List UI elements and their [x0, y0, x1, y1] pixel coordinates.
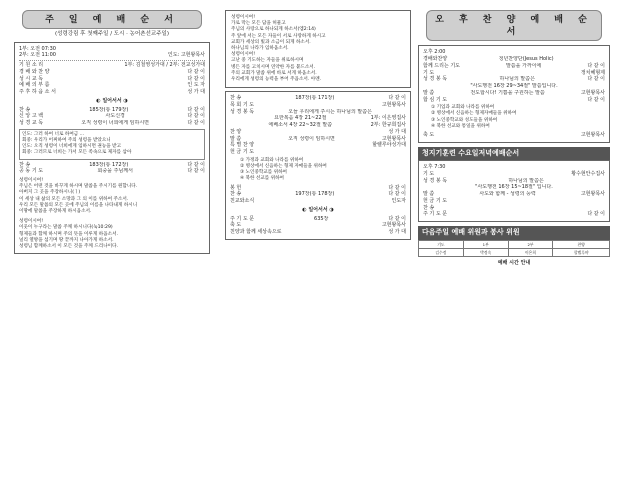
text-line: ② 병상에서 신음하는 형제 자매들을 위하여: [240, 164, 327, 169]
text-line: 인도: 그러 하여 너로 하여금 ...: [22, 131, 85, 137]
text-line: ④ 북한 선교를 위하여: [240, 176, 285, 182]
order-row: "사도행전 16장 15~18절" 입니다.: [475, 184, 553, 191]
order-row: "사도행전 16장 29~34절" 말씀입니다.: [470, 83, 558, 90]
text-line: 성령이시여!: [231, 52, 256, 58]
text-line: ② 병상에서 신음하는 형제자매들을 위하여: [431, 111, 517, 117]
intercession-list: [240, 158, 396, 183]
standing-marker: ◐ 일어서서 ◑: [96, 97, 128, 104]
text-line: 회중: 우리가 어찌하여 주의 성령을 받았으니: [22, 138, 111, 143]
text-line: 인도: 오직 성령이 너희에게 임하시면 권능을 받고: [22, 144, 122, 150]
text-line: 병든 자를 고치시며 연약한 자를 붙드소서.: [231, 64, 316, 70]
table-row: 기도 1부 2부 찬양: [419, 240, 610, 248]
order-row: 말 씀 전도합시다! 기쁨을 구원하는 말씀 고현왕목사: [423, 89, 605, 96]
wednesday-order-box: 오후 7:30 기 도 황수현안수집사 성 경 봉 독 하나님의 말씀은 "사도행전 16장 15~18절" 입니다. 말 씀 사도와 함께 - 성령의 능력 고현왕목사 헌 금 기 도 찬 송 주 기 도 문 다 같 이: [418, 160, 610, 222]
order-row: 요한복음 4장 21~22절 1부: 이은영집사: [274, 115, 406, 122]
text-line: 형제들과 함께 하시며 주의 뜻을 이루게 하옵소서.: [19, 231, 118, 237]
order-row: 찬 송 185장(통 179장) 다 같 이: [19, 106, 205, 113]
text-line: ① 기업과 교회와 나라를 위하여: [431, 105, 495, 111]
order-row: 신 앙 고 백 사도신경 다 같 이: [19, 113, 205, 120]
middle-order-box: 찬 송 187장(통 171장) 다 같 이 목 회 기 도 고현왕목사 성 경 봉 독 오늘 우리에게 주시는 하나님의 말씀은 요한복음 4장 21~22절 1부: 이은영집사 에베소서 4장 22~32절 말씀 2부: 한규희집사 찬 양 성 가 대 말 씀 오직 성령이 임하시면 고현왕목사 특 별 찬 양 할렐루야성가대 헌 금 기 도 ① 가정과 교회와 나라를 위하여 ② 병상에서 신음하는 형제 자매들을 위하여 ③ 노인중학교를 위하여 ④ 북한 선교를 위하여 봉 헌 다 같 이 찬 송 197장(통 178장) 다 같 이 친교와소식 인도자 ◐ 일어서서 ◑ 주 기 도 문 635장 다 같 이 축 도 고현왕목사 친양과 함께 세상속으로 성 가 대: [225, 91, 411, 240]
next-week-title: 다음주일 예배 위원과 봉사 위원: [418, 226, 610, 239]
order-row: 헌 금 기 도: [423, 197, 448, 204]
order-row: 주 후 하 옵 소 서 성 가 대: [19, 89, 205, 96]
order-row: 목 회 기 도 고현왕목사: [230, 101, 406, 108]
order-row: 봉 헌 다 같 이: [230, 184, 406, 191]
text-line: 성령이시여!: [19, 219, 44, 225]
sunday-order-box: 1부: 오전 07:30 2부: 오전 11:00 인도: 고현왕목사 기 원 소 리 1부: 김철영성가대 / 2부: 전교성가대 경 배 와 찬 양 다 같 이 성 시 교 독 다 같 이 예 배 의 부 름 인 도 자 주 후 하 옵 소 서 성 가 대 ◐ 일어서서 ◑ 찬 송 185장(통 179장) 다 같 이 신 앙 고 백 사도신경 다 같 이 성 경 교 독 오직 성령이 너희에게 임하시면 다 같 이 인도: 그러 하여 너로 하여금 ... 회중: 우리가 어찌하여 주의 성령을 받았으니 인도: 오직 성령이 너희에게 임하시면 권능을 받고 회중: 그러므로 너희는 가서 모든 족속으로 제자를 삼아 찬 송 183장(통 172장) 다 같 이 공 동 기 도 회중을 주님께서 다 같 이 성령이시여! 주님은 어떤 것을 바꾸게 하시며 말씀을 주시기를 원합니다. 아버지 그 곳을 주장하시니(ㅣ) 이 세상 내 삶의 모든 소망과 그 의 이를 위하여 주소서. 우리 모든 말씀의 모든 곳에 주님의 이름을 나타내게 하시니 이땅에 말씀을 주장하게 하시옵소서. 성령이시여! 이웃이 누구라는 말씀 주께 하시니다(눅10:29) 형제들과 함께 하시며 주의 뜻을 이루게 하옵소서. 널리 열방을 섬기며 땅 끝까지 나아가게 하소서. 성령님 함께하소서 이 모든 것을 주께 드리나이다.: [14, 42, 210, 255]
order-row: 특 별 찬 양 할렐루야성가대: [230, 142, 406, 149]
text-line: ③ 노인중학교와 성도들을 위하여: [431, 117, 498, 123]
sunday-subtitle: (성령강림 후 첫째주일 / 도시 · 농어촌선교주일): [54, 31, 170, 38]
service-rows: [19, 62, 205, 96]
text-line: 널리 열방을 섬기며 땅 끝까지 나아가게 하소서.: [19, 237, 114, 243]
text-line: 이웃이 누구라는 말씀 주께 하시니다(눅10:29): [19, 225, 113, 231]
text-line: ③ 노인중학교를 위하여: [240, 170, 287, 176]
left-column: [14, 10, 210, 254]
text-line: 가로 막는 모든 담을 허물고: [231, 21, 286, 27]
order-row: 찬 양 성 가 대: [230, 128, 406, 135]
order-row: 말 씀 오직 성령이 임하시면 고현왕목사: [230, 135, 406, 142]
text-line: 성령님 함께하소서 이 모든 것을 주께 드리나이다.: [19, 243, 118, 249]
right-column: [418, 10, 610, 269]
text-line: ④ 북한 선교와 통일을 위하여: [431, 123, 490, 129]
text-line: 회중: 그러므로 너희는 가서 모든 족속으로 제자를 삼아: [22, 150, 132, 156]
prayer-text: 성령이시여! 주님은 어떤 것을 바꾸게 하시며 말씀을 주시기를 원합니다. 아버지 그 곳을 주장하시니(ㅣ) 이 세상 내 삶의 모든 소망과 그 의 이를 위하여 주소서. 우리 모든 말씀의 모든 곳에 주님의 이름을 나타내게 하시니 이땅에 말씀을 주장하게 하시옵소서. 성령이시여! 이웃이 누구라는 말씀 주께 하시니다(눅10:29) 형제들과 함께 하시며 주의 뜻을 이루게 하옵소서. 널리 열방을 섬기며 땅 끝까지 나아가게 하소서. 성령님 함께하소서 이 모든 것을 주께 드리나이다.: [19, 178, 205, 250]
text-line: 주님은 어떤 것을 바꾸게 하시며 말씀을 주시기를 원합니다.: [19, 184, 138, 190]
order-row: 찬 송: [423, 204, 435, 211]
order-row: 기 원 소 리 1부: 김철영성가대 / 2부: 전교성가대: [19, 62, 205, 69]
volunteer-table: [418, 240, 610, 257]
order-row: 기 도 정치혜형제: [423, 69, 605, 76]
text-line: 교회가 세상의 빛과 소금이 되게 하소서.: [231, 39, 311, 45]
order-row: 경 배 와 찬 양 다 같 이: [19, 68, 205, 75]
order-row: 성 시 교 독 다 같 이: [19, 75, 205, 82]
text-line: 주의 교회가 말씀 위에 바로 서게 하옵소서.: [231, 70, 317, 76]
text-line: 주님의 사랑으로 하나되게 하소서(엡2:14): [231, 27, 316, 33]
responsive-reading: [19, 129, 205, 160]
text-line: 고난 중 기도하는 자들을 위로하시며: [231, 58, 304, 64]
text-line: 이 세상 내 삶의 모든 소망과 그 의 이를 위하여 주소서.: [19, 196, 129, 202]
text-line: 우리에게 성령의 능력을 부어 주옵소서. 아멘.: [231, 76, 322, 82]
order-row: 친양과 함께 세상속으로 성 가 대: [230, 229, 406, 236]
order-row: 함께 드리는 기도 말씀을 가까이에 다 같 이: [423, 62, 605, 69]
text-line: ① 가정과 교회와 나라를 위하여: [240, 157, 304, 163]
prayer-box: 성령이시여! 가로 막는 모든 담을 허물고 주님의 사랑으로 하나되게 하소서(엡2:14) 주 앞에 서는 모든 자들이 서로 사랑하게 하시고 교회가 세상의 빛과 소금이 되게 하소서. 하나님의 나라가 임하옵소서. 성령이시여! 고난 중 기도하는 자들을 위로하시며 병든 자를 고치시며 연약한 자를 붙드소서. 주의 교회가 말씀 위에 바로 서게 하옵소서. 우리에게 성령의 능력을 부어 주옵소서. 아멘.: [225, 10, 411, 88]
order-row: 성 경 봉 독 하나님의 말씀은 다 같 이: [423, 76, 605, 83]
order-row: 경배와찬양 청년찬양단(Jesus Holic): [423, 56, 554, 63]
table-row: 김수정 박정숙 이은희 할렐루야: [419, 248, 610, 256]
order-row: 헌 금 기 도: [230, 149, 255, 156]
order-row: 예 배 의 부 름 인 도 자: [19, 82, 205, 89]
order-row: 찬 송 197장(통 178장) 다 같 이: [230, 191, 406, 198]
order-row: 에베소서 4장 22~32절 말씀 2부: 한규희집사: [268, 122, 406, 129]
order-row: 성 경 봉 독 하나님의 말씀은: [423, 177, 544, 184]
order-row: 성 경 봉 독 오늘 우리에게 주시는 하나님의 말씀은: [230, 108, 372, 115]
afternoon-title: 오 후 찬 양 예 배 순 서: [426, 10, 602, 41]
text-line: 아버지 그 곳을 주장하시니(ㅣ): [19, 190, 81, 196]
text-line: 우리 모든 말씀의 모든 곳에 주님의 이름을 나타내게 하시니: [19, 202, 138, 208]
afternoon-order-box: 오후 2:00 경배와찬양 청년찬양단(Jesus Holic) 함께 드리는 기도 말씀을 가까이에 다 같 이 기 도 정치혜형제 성 경 봉 독 하나님의 말씀은 다 같 이 "사도행전 16장 29~34절" 말씀입니다. 말 씀 전도합시다! 기쁨을 구원하는 말씀 고현왕목사 합 심 기 도 다 같 이 ① 기업과 교회와 나라를 위하여 ② 병상에서 신음하는 형제자매들을 위하여 ③ 노인중학교와 성도들을 위하여 ④ 북한 선교와 통일을 위하여 축 도 고현왕목사: [418, 45, 610, 143]
order-row: 찬 송 183장(통 172장) 다 같 이: [19, 161, 205, 168]
order-row: 성 경 교 독 오직 성령이 너희에게 임하시면 다 같 이: [19, 120, 205, 127]
text-line: 하나님의 나라가 임하옵소서.: [231, 45, 289, 51]
order-row: 기 도 황수현안수집사: [423, 170, 605, 177]
text-line: 주 앞에 서는 모든 자들이 서로 사랑하게 하시고: [231, 33, 326, 39]
order-row: 합 심 기 도 다 같 이: [423, 96, 605, 103]
middle-column: [225, 10, 411, 240]
order-row: 말 씀 사도와 함께 - 성령의 능력 고현왕목사: [423, 191, 605, 198]
order-row: 주 기 도 문 다 같 이: [423, 211, 605, 218]
order-row: 축 도 고현왕목사: [230, 222, 406, 229]
order-row: 주 기 도 문 635장 다 같 이: [230, 215, 406, 222]
order-row: 친교와소식 인도자: [230, 198, 406, 205]
wednesday-title: 청지기훈련 수요일저녁예배순서: [418, 147, 610, 160]
text-line: 이땅에 말씀을 주장하게 하시옵소서.: [19, 209, 92, 214]
order-row: 찬 송 187장(통 171장) 다 같 이: [230, 95, 406, 102]
order-row: 공 동 기 도 회중을 주님께서 다 같 이: [19, 168, 205, 175]
service-time-title: 예배 시간 안내: [497, 259, 531, 266]
sunday-title: 주 일 예 배 순 서: [22, 10, 202, 29]
